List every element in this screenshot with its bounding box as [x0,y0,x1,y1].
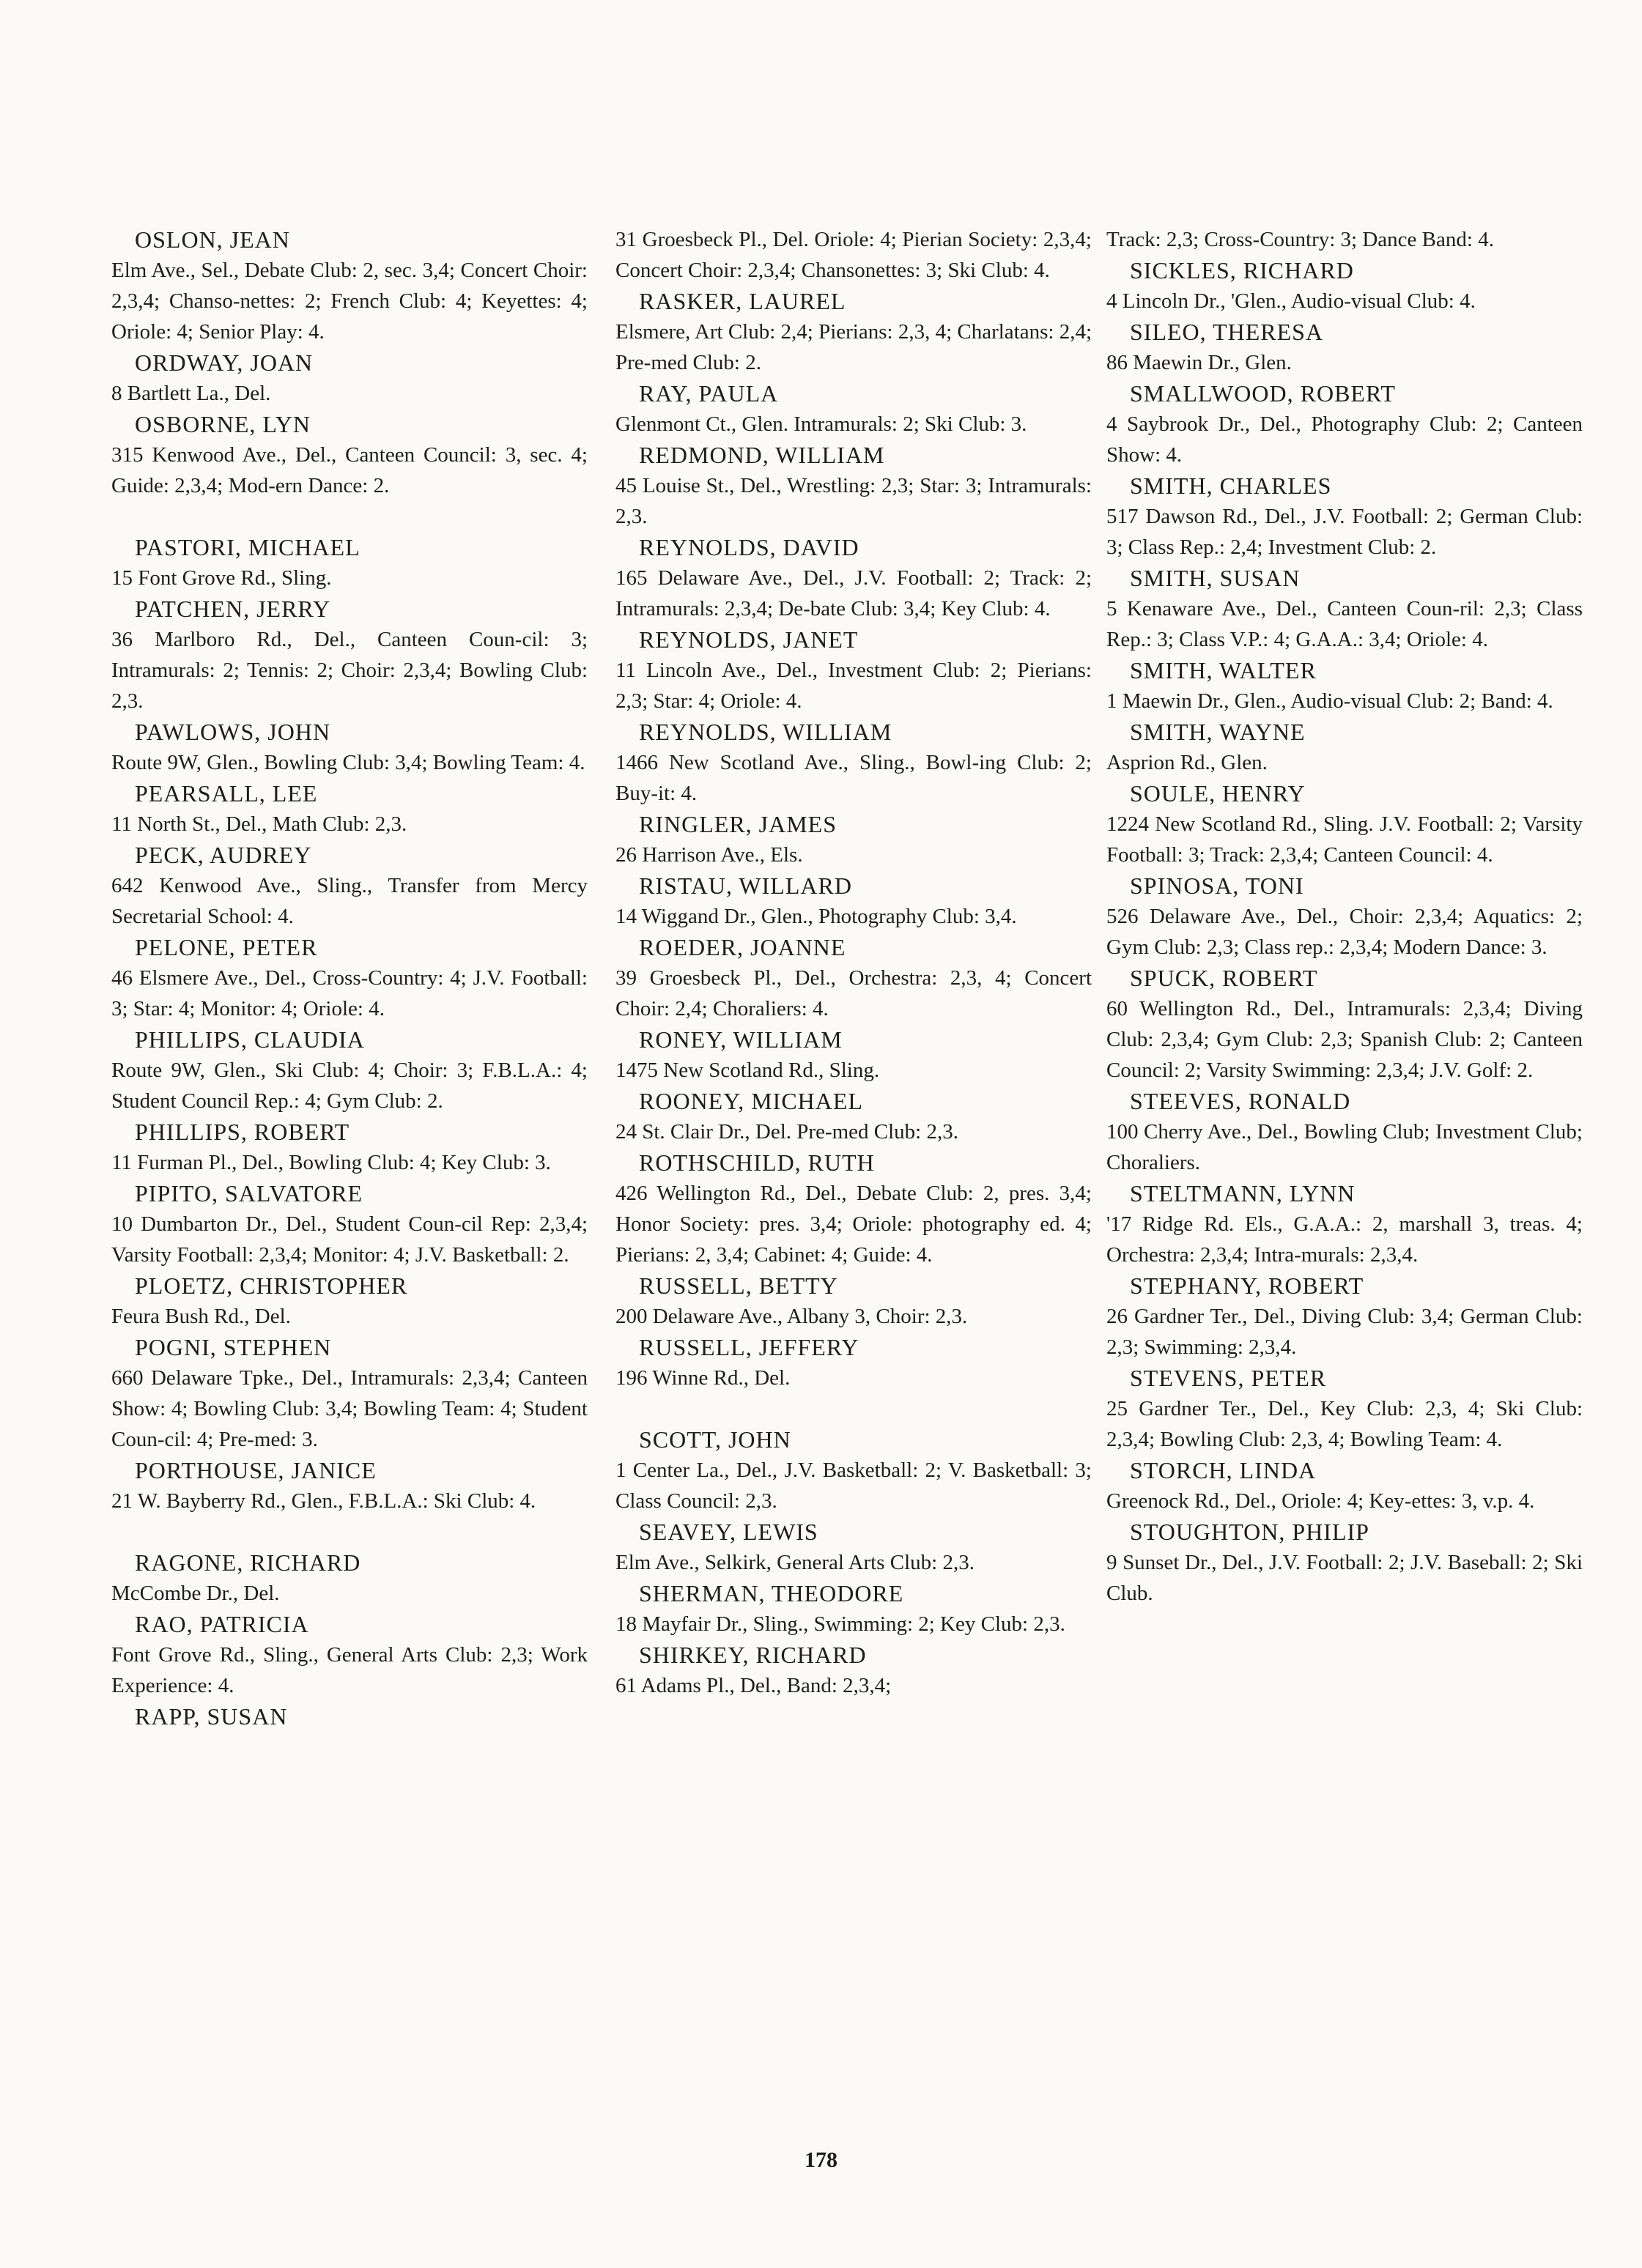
student-entry [1106,563,1583,655]
student-details: Elm Ave., Sel., Debate Club: 2, sec. 3,4; Concert Choir: 2,3,4; Chanso-nettes: 2; French Club: 4; Keyettes: 4; Oriole: 4; Senior Play: 4. [111,259,588,344]
student-details: 10 Dumbarton Dr., Del., Student Coun-cil Rep: 2,3,4; Varsity Football: 2,3,4; Monitor: 4; J.V. Basketball: 2. [111,1212,588,1267]
student-name: PLOETZ, CHRISTOPHER [135,1272,408,1299]
student-entry [1106,1178,1583,1270]
student-details: Elm Ave., Selkirk, General Arts Club: 2,3. [615,1551,975,1574]
student-details: 11 North St., Del., Math Club: 2,3. [111,812,407,836]
student-name: RAPP, SUSAN [135,1703,288,1730]
student-name: SMITH, WALTER [1130,657,1317,683]
student-details: 196 Winne Rd., Del. [615,1366,791,1390]
student-details: 24 St. Clair Dr., Del. Pre-med Club: 2,3. [615,1120,958,1144]
student-entry [1106,378,1583,470]
student-name: PECK, AUDREY [135,842,312,868]
student-details: Asprion Rd., Glen. [1106,751,1268,774]
student-name: PEARSALL, LEE [135,780,318,807]
student-entry [615,1086,1092,1147]
student-name: PELONE, PETER [135,934,318,960]
student-details: 31 Groesbeck Pl., Del. Oriole: 4; Pierian Society: 2,3,4; Concert Choir: 2,3,4; Chansonettes: 3; Ski Club: 4. [615,228,1092,282]
student-details: 21 W. Bayberry Rd., Glen., F.B.L.A.: Ski Club: 4. [111,1489,536,1513]
student-entry [111,409,588,501]
student-entry [615,1270,1092,1332]
section-gap [111,501,588,532]
student-name: RAGONE, RICHARD [135,1549,361,1576]
student-entry [111,593,588,716]
student-name: ROEDER, JOANNE [639,934,846,960]
student-name: REYNOLDS, JANET [639,626,859,653]
student-details: 4 Lincoln Dr., 'Glen., Audio-visual Club: 4. [1106,289,1476,313]
student-details: 26 Harrison Ave., Els. [615,843,803,867]
student-details: 5 Kenaware Ave., Del., Canteen Coun-ril: 2,3; Class Rep.: 3; Class V.P.: 4; G.A.A.: 3,4; Oriole: 4. [1106,597,1583,651]
student-details: 660 Delaware Tpke., Del., Intramurals: 2,3,4; Canteen Show: 4; Bowling Club: 3,4; Bowling Team: 4; Student Coun-cil: 4; Pre-med: 3. [111,1366,588,1451]
student-name: SMITH, SUSAN [1130,565,1301,591]
column-3 [1106,224,1583,1609]
student-entry [615,870,1092,932]
student-entry [615,378,1092,440]
student-entry [111,1270,588,1332]
student-details: 315 Kenwood Ave., Del., Canteen Council: 3, sec. 4; Guide: 2,3,4; Mod-ern Dance: 2. [111,443,588,497]
student-entry [1106,716,1583,778]
student-name: PIPITO, SALVATORE [135,1180,363,1207]
student-entry [1106,870,1583,963]
student-details: 200 Delaware Ave., Albany 3, Choir: 2,3. [615,1305,968,1328]
student-entry [1106,1086,1583,1178]
student-entry [1106,778,1583,870]
student-entry [615,1332,1092,1393]
student-details: Feura Bush Rd., Del. [111,1305,291,1328]
student-name: RAO, PATRICIA [135,1611,309,1637]
page-number: 178 [805,2148,837,2172]
student-entry [111,1116,588,1178]
student-details: Route 9W, Glen., Bowling Club: 3,4; Bowling Team: 4. [111,751,585,774]
student-entry [615,286,1092,378]
student-details: 15 Font Grove Rd., Sling. [111,566,332,590]
student-details: 526 Delaware Ave., Del., Choir: 2,3,4; Aquatics: 2; Gym Club: 2,3; Class rep.: 2,3,4; Modern Dance: 3. [1106,905,1583,959]
student-name: STEPHANY, ROBERT [1130,1272,1364,1299]
student-name: PATCHEN, JERRY [135,596,331,622]
student-name: RAY, PAULA [639,380,779,407]
student-name: SMITH, WAYNE [1130,719,1306,745]
section-gap [615,1393,1092,1424]
student-entry [615,1024,1092,1086]
student-details: Greenock Rd., Del., Oriole: 4; Key-ettes: 3, v.p. 4. [1106,1489,1535,1513]
student-entry [111,1178,588,1270]
student-entry [615,532,1092,624]
student-name: SCOTT, JOHN [639,1426,791,1453]
student-entry [111,716,588,778]
student-entry [1106,963,1583,1086]
student-details: 39 Groesbeck Pl., Del., Orchestra: 2,3, 4; Concert Choir: 2,4; Choraliers: 4. [615,966,1092,1020]
student-name: OSLON, JEAN [135,226,290,253]
student-details: 1475 New Scotland Rd., Sling. [615,1059,880,1082]
student-entry [615,932,1092,1024]
student-details: 18 Mayfair Dr., Sling., Swimming: 2; Key Club: 2,3. [615,1612,1065,1636]
student-name: REYNOLDS, DAVID [639,534,859,560]
student-name: PAWLOWS, JOHN [135,719,331,745]
student-details: 1 Maewin Dr., Glen., Audio-visual Club: 2; Band: 4. [1106,689,1553,713]
student-entry [111,1024,588,1116]
student-details: Track: 2,3; Cross-Country: 3; Dance Band: 4. [1106,228,1494,251]
student-details: 26 Gardner Ter., Del., Diving Club: 3,4; German Club: 2,3; Swimming: 2,3,4. [1106,1305,1583,1359]
student-entry [615,1639,1092,1701]
student-name: SMALLWOOD, ROBERT [1130,380,1396,407]
student-details: 426 Wellington Rd., Del., Debate Club: 2, pres. 3,4; Honor Society: pres. 3,4; Oriole: photography ed. 4; Pierians: 2, 3,4; Cabinet: 4; Guide: 4. [615,1182,1092,1267]
student-name: PASTORI, MICHAEL [135,534,360,560]
student-entry [615,224,1092,286]
student-name: SHIRKEY, RICHARD [639,1642,867,1668]
student-name: PHILLIPS, ROBERT [135,1119,350,1145]
student-details: 1224 New Scotland Rd., Sling. J.V. Football: 2; Varsity Football: 3; Track: 2,3,4; Canteen Council: 4. [1106,812,1583,867]
student-details: Elsmere, Art Club: 2,4; Pierians: 2,3, 4; Charlatans: 2,4; Pre-med Club: 2. [615,320,1092,374]
student-name: SICKLES, RICHARD [1130,257,1354,284]
student-entry [1106,316,1583,378]
student-entry [1106,470,1583,563]
student-name: OSBORNE, LYN [135,411,311,437]
student-details: 45 Louise St., Del., Wrestling: 2,3; Star: 3; Intramurals: 2,3. [615,474,1092,528]
student-name: SOULE, HENRY [1130,780,1306,807]
student-details: 1 Center La., Del., J.V. Basketball: 2; V. Basketball: 3; Class Council: 2,3. [615,1459,1092,1513]
student-name: REDMOND, WILLIAM [639,442,885,468]
student-name: SEAVEY, LEWIS [639,1519,818,1545]
student-entry [1106,255,1583,316]
student-name: REYNOLDS, WILLIAM [639,719,892,745]
student-entry [615,1147,1092,1270]
student-entry [111,932,588,1024]
student-name: POGNI, STEPHEN [135,1334,332,1360]
student-details: 36 Marlboro Rd., Del., Canteen Coun-cil: 3; Intramurals: 2; Tennis: 2; Choir: 2,3,4; Bowling Club: 2,3. [111,628,588,713]
student-name: STOUGHTON, PHILIP [1130,1519,1369,1545]
student-details: 1466 New Scotland Ave., Sling., Bowl-ing Club: 2; Buy-it: 4. [615,751,1092,805]
column-1 [111,224,588,1732]
student-details: 165 Delaware Ave., Del., J.V. Football: 2; Track: 2; Intramurals: 2,3,4; De-bate Club: 3,4; Key Club: 4. [615,566,1092,620]
student-entry [1106,224,1583,255]
student-name: RUSSELL, BETTY [639,1272,838,1299]
student-name: RUSSELL, JEFFERY [639,1334,859,1360]
section-gap [111,1516,588,1547]
student-entry [1106,1455,1583,1516]
student-entry [111,1332,588,1455]
student-entry [111,532,588,593]
student-name: RISTAU, WILLARD [639,872,852,899]
student-entry [615,1424,1092,1516]
student-details: 8 Bartlett La., Del. [111,382,271,405]
student-entry [615,716,1092,809]
student-name: STELTMANN, LYNN [1130,1180,1356,1207]
student-details: 517 Dawson Rd., Del., J.V. Football: 2; German Club: 3; Class Rep.: 2,4; Investment Club: 2. [1106,505,1583,559]
student-entry [111,347,588,409]
student-name: ORDWAY, JOAN [135,349,314,376]
student-details: 60 Wellington Rd., Del., Intramurals: 2,3,4; Diving Club: 2,3,4; Gym Club: 2,3; Spanish Club: 2; Canteen Council: 2; Varsity Swimming: 2,3,4; J.V. Golf: 2. [1106,997,1583,1082]
student-name: PORTHOUSE, JANICE [135,1457,377,1483]
student-details: 100 Cherry Ave., Del., Bowling Club; Investment Club; Choraliers. [1106,1120,1583,1174]
student-details: 11 Furman Pl., Del., Bowling Club: 4; Key Club: 3. [111,1151,551,1174]
student-entry [111,1701,588,1732]
student-entry [615,440,1092,532]
student-entry [615,809,1092,870]
student-entry [1106,1363,1583,1455]
student-name: RONEY, WILLIAM [639,1026,843,1053]
student-entry [111,1609,588,1701]
student-name: ROTHSCHILD, RUTH [639,1149,875,1176]
student-entry [111,840,588,932]
student-entry [615,1516,1092,1578]
student-name: STORCH, LINDA [1130,1457,1317,1483]
student-details: Route 9W, Glen., Ski Club: 4; Choir: 3; F.B.L.A.: 4; Student Council Rep.: 4; Gym Club: 2. [111,1059,588,1113]
student-details: McCombe Dr., Del. [111,1582,280,1605]
student-name: ROONEY, MICHAEL [639,1088,863,1114]
student-name: RINGLER, JAMES [639,811,837,837]
student-name: RASKER, LAUREL [639,288,846,314]
student-details: Font Grove Rd., Sling., General Arts Club: 2,3; Work Experience: 4. [111,1643,588,1697]
student-entry [1106,655,1583,716]
student-entry [111,1547,588,1609]
student-details: 86 Maewin Dr., Glen. [1106,351,1292,374]
column-2 [615,224,1092,1701]
student-entry [111,778,588,840]
student-entry [1106,1270,1583,1363]
student-name: STEEVES, RONALD [1130,1088,1351,1114]
student-details: Glenmont Ct., Glen. Intramurals: 2; Ski Club: 3. [615,412,1027,436]
student-name: PHILLIPS, CLAUDIA [135,1026,365,1053]
student-details: 25 Gardner Ter., Del., Key Club: 2,3, 4; Ski Club: 2,3,4; Bowling Club: 2,3, 4; Bowling Team: 4. [1106,1397,1583,1451]
student-entry [111,224,588,347]
student-name: SPINOSA, TONI [1130,872,1304,899]
student-name: SPUCK, ROBERT [1130,965,1318,991]
student-name: SMITH, CHARLES [1130,472,1332,499]
student-entry [615,624,1092,716]
student-name: SHERMAN, THEODORE [639,1580,904,1606]
student-name: SILEO, THERESA [1130,319,1324,345]
student-entry [615,1578,1092,1639]
student-details: 61 Adams Pl., Del., Band: 2,3,4; [615,1674,892,1697]
student-details: 11 Lincoln Ave., Del., Investment Club: 2; Pierians: 2,3; Star: 4; Oriole: 4. [615,659,1092,713]
student-details: 642 Kenwood Ave., Sling., Transfer from Mercy Secretarial School: 4. [111,874,588,928]
student-name: STEVENS, PETER [1130,1365,1327,1391]
student-details: '17 Ridge Rd. Els., G.A.A.: 2, marshall 3, treas. 4; Orchestra: 2,3,4; Intra-murals: 2,3,4. [1106,1212,1583,1267]
student-details: 4 Saybrook Dr., Del., Photography Club: 2; Canteen Show: 4. [1106,412,1583,467]
student-details: 9 Sunset Dr., Del., J.V. Football: 2; J.V. Baseball: 2; Ski Club. [1106,1551,1583,1605]
student-details: 46 Elsmere Ave., Del., Cross-Country: 4; J.V. Football: 3; Star: 4; Monitor: 4; Oriole: 4. [111,966,588,1020]
student-entry [1106,1516,1583,1609]
student-details: 14 Wiggand Dr., Glen., Photography Club: 3,4. [615,905,1017,928]
student-entry [111,1455,588,1516]
